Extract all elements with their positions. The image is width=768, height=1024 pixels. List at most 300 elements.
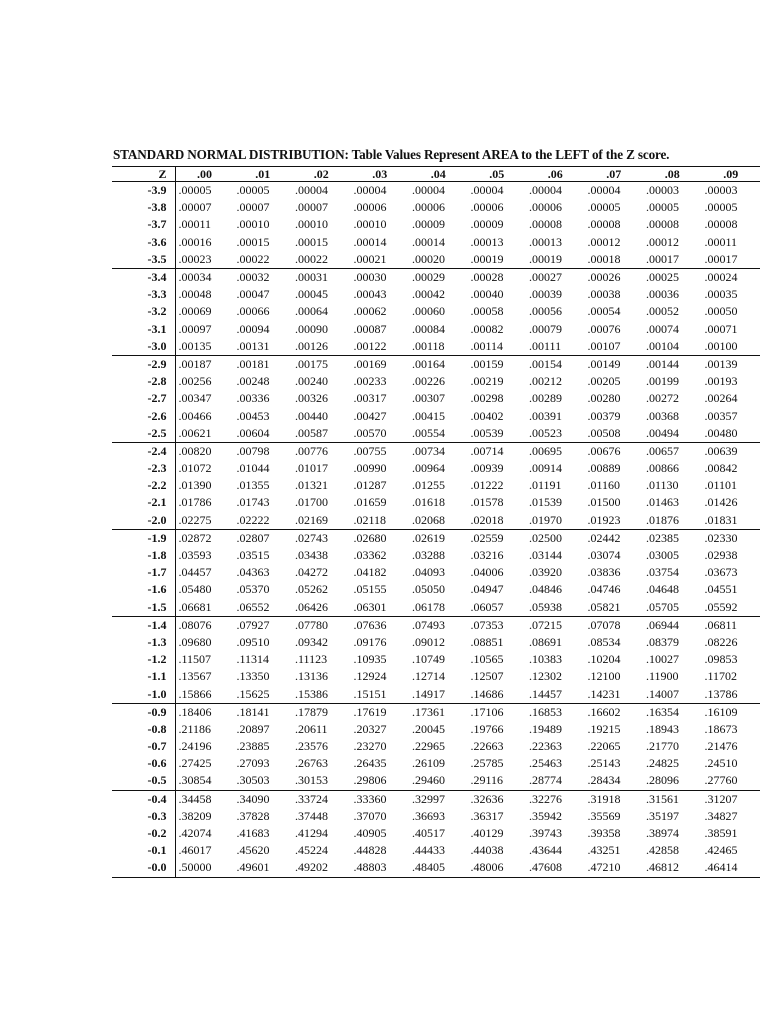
probability-cell: .20327	[353, 721, 387, 736]
probability-cell: .28096	[643, 772, 702, 790]
probability-cell: .00289	[529, 391, 562, 406]
probability-cell: .00866	[646, 461, 679, 476]
probability-cell: .44433	[412, 843, 445, 858]
table-row	[112, 442, 760, 460]
probability-cell: .00272	[646, 391, 679, 406]
probability-cell: .02872	[178, 530, 212, 545]
probability-cell: .01539	[529, 495, 562, 510]
probability-cell: .07780	[295, 617, 328, 632]
table-row	[112, 721, 760, 738]
probability-cell: .07636	[353, 617, 387, 632]
z-value-cell: -0.9	[112, 703, 175, 721]
z-score-table	[112, 166, 760, 878]
z-value-cell: -3.3	[112, 286, 175, 303]
probability-cell: .22065	[587, 739, 621, 754]
probability-cell: .13567	[178, 669, 212, 684]
probability-cell: .46812	[643, 859, 702, 877]
z-value-cell: -1.5	[112, 599, 175, 617]
probability-cell: .00256	[178, 374, 212, 389]
z-value-cell: -0.4	[112, 790, 175, 808]
table-row	[112, 808, 760, 825]
table-row	[112, 234, 760, 251]
z-value-cell: -1.9	[112, 529, 175, 547]
probability-cell: .49601	[234, 859, 293, 877]
probability-cell: .17106	[470, 704, 504, 719]
probability-cell: .20045	[412, 721, 445, 736]
probability-cell: .00357	[704, 408, 738, 423]
z-value-cell: -3.8	[112, 199, 175, 216]
column-header: .03	[351, 167, 410, 182]
probability-cell: .22363	[529, 739, 562, 754]
probability-cell: .02018	[468, 512, 527, 530]
probability-cell: .08379	[646, 634, 679, 649]
probability-cell: .00107	[585, 338, 644, 356]
probability-cell: .15151	[351, 685, 410, 703]
probability-cell: .00175	[295, 356, 328, 371]
z-value-cell: -0.0	[112, 859, 175, 877]
table-row	[112, 859, 760, 877]
column-header: .08	[643, 167, 702, 182]
probability-cell: .00013	[529, 234, 562, 249]
probability-cell: .00056	[529, 304, 562, 319]
probability-cell: .00008	[704, 217, 738, 232]
column-header: .02	[292, 167, 351, 182]
z-value-cell: -2.0	[112, 512, 175, 530]
probability-cell: .04746	[587, 582, 621, 597]
probability-cell: .10027	[646, 652, 679, 667]
z-value-cell: -2.7	[112, 390, 175, 407]
probability-cell: .44038	[470, 843, 504, 858]
probability-cell: .17361	[412, 704, 445, 719]
probability-cell: .06178	[409, 599, 468, 617]
probability-cell: .19489	[529, 721, 562, 736]
probability-cell: .00090	[295, 321, 328, 336]
probability-cell: .14231	[585, 685, 644, 703]
table-row	[112, 738, 760, 755]
probability-cell: .00004	[412, 183, 445, 198]
probability-cell: .00048	[178, 287, 212, 302]
probability-cell: .30854	[175, 772, 234, 790]
probability-cell: .26763	[295, 756, 328, 771]
probability-cell: .24825	[646, 756, 679, 771]
probability-cell: .00009	[470, 217, 504, 232]
probability-cell: .38591	[704, 826, 738, 841]
probability-cell: .13786	[702, 685, 761, 703]
probability-cell: .02743	[295, 530, 328, 545]
probability-cell: .02330	[704, 530, 738, 545]
probability-cell: .42858	[646, 843, 679, 858]
probability-cell: .36693	[412, 808, 445, 823]
probability-cell: .00539	[468, 425, 527, 443]
probability-cell: .00889	[587, 461, 621, 476]
probability-cell: .34090	[236, 791, 270, 806]
probability-cell: .01160	[587, 478, 621, 493]
probability-cell: .00004	[353, 183, 387, 198]
probability-cell: .22663	[470, 739, 504, 754]
probability-cell: .00154	[529, 356, 562, 371]
probability-cell: .19766	[470, 721, 504, 736]
z-value-cell: -0.2	[112, 825, 175, 842]
probability-cell: .05050	[412, 582, 445, 597]
probability-cell: .47210	[585, 859, 644, 877]
probability-cell: .07215	[529, 617, 562, 632]
z-value-cell: -3.1	[112, 321, 175, 338]
z-value-cell: -3.5	[112, 251, 175, 269]
probability-cell: .24196	[178, 739, 212, 754]
probability-cell: .00453	[236, 408, 270, 423]
column-header: .09	[702, 167, 761, 182]
probability-cell: .00024	[704, 270, 738, 285]
probability-cell: .04947	[470, 582, 504, 597]
probability-cell: .00066	[236, 304, 270, 319]
probability-cell: .00034	[178, 270, 212, 285]
probability-cell: .00027	[529, 270, 562, 285]
table-row	[112, 373, 760, 390]
probability-cell: .01700	[295, 495, 328, 510]
probability-cell: .00008	[529, 217, 562, 232]
probability-cell: .00014	[412, 234, 445, 249]
z-value-cell: -2.1	[112, 494, 175, 511]
probability-cell: .01578	[470, 495, 504, 510]
table-row	[112, 303, 760, 320]
probability-cell: .48405	[409, 859, 468, 877]
z-value-cell: -0.7	[112, 738, 175, 755]
table-row	[112, 825, 760, 842]
probability-cell: .00734	[412, 443, 445, 458]
table-row	[112, 703, 760, 721]
probability-cell: .11507	[178, 652, 212, 667]
probability-cell: .31561	[646, 791, 679, 806]
probability-cell: .00030	[353, 270, 387, 285]
probability-cell: .00480	[702, 425, 761, 443]
probability-cell: .06057	[468, 599, 527, 617]
probability-cell: .13136	[295, 669, 328, 684]
probability-cell: .02938	[704, 548, 738, 563]
z-value-cell: -1.0	[112, 685, 175, 703]
z-value-cell: -0.3	[112, 808, 175, 825]
probability-cell: .44828	[353, 843, 387, 858]
probability-cell: .00317	[353, 391, 387, 406]
probability-cell: .00031	[295, 270, 328, 285]
z-value-cell: -1.7	[112, 564, 175, 581]
probability-cell: .15625	[234, 685, 293, 703]
probability-cell: .23270	[353, 739, 387, 754]
probability-cell: .26109	[412, 756, 445, 771]
z-value-cell: -2.5	[112, 425, 175, 443]
probability-cell: .00005	[646, 200, 679, 215]
probability-cell: .00181	[236, 356, 270, 371]
probability-cell: .08691	[529, 634, 562, 649]
probability-cell: .09680	[178, 634, 212, 649]
probability-cell: .25143	[587, 756, 621, 771]
probability-cell: .06301	[351, 599, 410, 617]
probability-cell: .00032	[236, 270, 270, 285]
probability-cell: .00016	[178, 234, 212, 249]
probability-cell: .03288	[412, 548, 445, 563]
probability-cell: .00012	[646, 234, 679, 249]
probability-cell: .10749	[412, 652, 445, 667]
probability-cell: .05155	[353, 582, 387, 597]
probability-cell: .01426	[704, 495, 738, 510]
table-row	[112, 616, 760, 634]
probability-cell: .00402	[470, 408, 504, 423]
probability-cell: .08226	[704, 634, 738, 649]
table-row	[112, 425, 760, 443]
probability-cell: .01743	[236, 495, 270, 510]
probability-cell: .04363	[236, 565, 270, 580]
probability-cell: .00050	[704, 304, 738, 319]
probability-cell: .45224	[295, 843, 328, 858]
probability-cell: .34827	[704, 808, 738, 823]
probability-cell: .02500	[529, 530, 562, 545]
probability-cell: .41294	[295, 826, 328, 841]
probability-cell: .00126	[292, 338, 351, 356]
probability-cell: .00009	[412, 217, 445, 232]
probability-cell: .02680	[353, 530, 387, 545]
probability-cell: .01390	[178, 478, 212, 493]
probability-cell: .00010	[295, 217, 328, 232]
probability-cell: .00347	[178, 391, 212, 406]
probability-cell: .00233	[353, 374, 387, 389]
probability-cell: .04093	[412, 565, 445, 580]
probability-cell: .32636	[470, 791, 504, 806]
probability-cell: .03144	[529, 548, 562, 563]
probability-cell: .14686	[468, 685, 527, 703]
probability-cell: .16602	[587, 704, 621, 719]
probability-cell: .02807	[236, 530, 270, 545]
table-row	[112, 547, 760, 564]
probability-cell: .00060	[412, 304, 445, 319]
probability-cell: .00076	[587, 321, 621, 336]
probability-cell: .28774	[526, 772, 585, 790]
probability-cell: .20611	[295, 721, 328, 736]
probability-cell: .00006	[529, 200, 562, 215]
probability-cell: .00639	[704, 443, 738, 458]
probability-cell: .00021	[351, 251, 410, 269]
probability-cell: .04006	[470, 565, 504, 580]
probability-cell: .00104	[643, 338, 702, 356]
probability-cell: .00508	[585, 425, 644, 443]
probability-cell: .00657	[646, 443, 679, 458]
probability-cell: .09176	[353, 634, 387, 649]
probability-cell: .00368	[646, 408, 679, 423]
probability-cell: .06552	[234, 599, 293, 617]
probability-cell: .00011	[178, 217, 212, 232]
z-value-cell: -3.9	[112, 182, 175, 200]
probability-cell: .02619	[412, 530, 445, 545]
probability-cell: .40517	[412, 826, 445, 841]
probability-cell: .00062	[353, 304, 387, 319]
probability-cell: .35569	[587, 808, 621, 823]
probability-cell: .01072	[178, 461, 212, 476]
probability-cell: .00079	[529, 321, 562, 336]
probability-cell: .02118	[351, 512, 410, 530]
probability-cell: .10204	[587, 652, 621, 667]
probability-cell: .27760	[702, 772, 761, 790]
probability-cell: .00164	[412, 356, 445, 371]
probability-cell: .27425	[178, 756, 212, 771]
probability-cell: .03438	[295, 548, 328, 563]
probability-cell: .00004	[529, 183, 562, 198]
probability-cell: .05480	[178, 582, 212, 597]
probability-cell: .30503	[234, 772, 293, 790]
probability-cell: .01101	[704, 478, 738, 493]
probability-cell: .00798	[236, 443, 270, 458]
probability-cell: .00015	[295, 234, 328, 249]
probability-cell: .37070	[353, 808, 387, 823]
probability-cell: .00379	[587, 408, 621, 423]
probability-cell: .33724	[295, 791, 328, 806]
probability-cell: .09342	[295, 634, 328, 649]
probability-cell: .03754	[646, 565, 679, 580]
probability-cell: .07927	[236, 617, 270, 632]
probability-cell: .01321	[295, 478, 328, 493]
probability-cell: .24510	[704, 756, 738, 771]
table-row	[112, 599, 760, 617]
probability-cell: .21186	[178, 721, 212, 736]
probability-cell: .00554	[409, 425, 468, 443]
table-row	[112, 321, 760, 338]
column-header: .01	[234, 167, 293, 182]
probability-cell: .11123	[295, 652, 328, 667]
z-value-cell: -2.4	[112, 442, 175, 460]
probability-cell: .00064	[295, 304, 328, 319]
probability-cell: .00007	[178, 200, 212, 215]
probability-cell: .01355	[236, 478, 270, 493]
probability-cell: .04648	[646, 582, 679, 597]
z-value-cell: -3.4	[112, 268, 175, 286]
probability-cell: .00523	[526, 425, 585, 443]
probability-cell: .03216	[470, 548, 504, 563]
probability-cell: .00820	[178, 443, 212, 458]
probability-cell: .43251	[587, 843, 621, 858]
z-value-cell: -2.9	[112, 355, 175, 373]
probability-cell: .00005	[704, 200, 738, 215]
probability-cell: .01786	[178, 495, 212, 510]
table-title: STANDARD NORMAL DISTRIBUTION: Table Values Represent AREA to the LEFT of the Z score.	[113, 147, 670, 162]
probability-cell: .29460	[409, 772, 468, 790]
probability-cell: .41683	[236, 826, 270, 841]
probability-cell: .21770	[646, 739, 679, 754]
probability-cell: .16354	[646, 704, 679, 719]
probability-cell: .48803	[351, 859, 410, 877]
probability-cell: .37828	[236, 808, 270, 823]
probability-cell: .00149	[587, 356, 621, 371]
probability-cell: .00007	[295, 200, 328, 215]
probability-cell: .00939	[470, 461, 504, 476]
probability-cell: .00054	[587, 304, 621, 319]
probability-cell: .13350	[236, 669, 270, 684]
probability-cell: .15386	[292, 685, 351, 703]
probability-cell: .10565	[470, 652, 504, 667]
probability-cell: .32997	[412, 791, 445, 806]
probability-cell: .00714	[470, 443, 504, 458]
probability-cell: .00043	[353, 287, 387, 302]
table-row	[112, 338, 760, 356]
probability-cell: .42465	[704, 843, 738, 858]
probability-cell: .00100	[702, 338, 761, 356]
z-value-cell: -0.8	[112, 721, 175, 738]
probability-cell: .12507	[470, 669, 504, 684]
probability-cell: .01923	[585, 512, 644, 530]
probability-cell: .00074	[646, 321, 679, 336]
probability-cell: .00842	[704, 461, 738, 476]
probability-cell: .03836	[587, 565, 621, 580]
probability-cell: .02442	[587, 530, 621, 545]
probability-cell: .12302	[529, 669, 562, 684]
table-row	[112, 512, 760, 530]
table-row	[112, 772, 760, 790]
probability-cell: .31207	[704, 791, 738, 806]
probability-cell: .14457	[526, 685, 585, 703]
probability-cell: .06944	[646, 617, 679, 632]
probability-cell: .00587	[292, 425, 351, 443]
probability-cell: .00003	[704, 183, 738, 198]
probability-cell: .22965	[412, 739, 445, 754]
probability-cell: .00298	[470, 391, 504, 406]
probability-cell: .40129	[470, 826, 504, 841]
probability-cell: .01287	[353, 478, 387, 493]
probability-cell: .14007	[643, 685, 702, 703]
z-value-cell: -3.0	[112, 338, 175, 356]
probability-cell: .00019	[526, 251, 585, 269]
probability-cell: .48006	[468, 859, 527, 877]
probability-cell: .01255	[412, 478, 445, 493]
table-row	[112, 842, 760, 859]
table-row	[112, 286, 760, 303]
probability-cell: .32276	[529, 791, 562, 806]
probability-cell: .03593	[178, 548, 212, 563]
probability-cell: .00280	[587, 391, 621, 406]
probability-cell: .00005	[178, 183, 212, 198]
probability-cell: .00028	[470, 270, 504, 285]
table-row	[112, 477, 760, 494]
probability-cell: .05705	[643, 599, 702, 617]
probability-cell: .00187	[178, 356, 212, 371]
table-row	[112, 494, 760, 511]
probability-cell: .00004	[587, 183, 621, 198]
probability-cell: .00007	[236, 200, 270, 215]
column-header: .06	[526, 167, 585, 182]
probability-cell: .00017	[643, 251, 702, 269]
probability-cell: .00114	[468, 338, 527, 356]
table-row	[112, 407, 760, 424]
probability-cell: .04551	[704, 582, 738, 597]
probability-cell: .05592	[702, 599, 761, 617]
table-row	[112, 581, 760, 598]
probability-cell: .00020	[409, 251, 468, 269]
probability-cell: .02222	[234, 512, 293, 530]
probability-cell: .03673	[704, 565, 738, 580]
probability-cell: .17879	[295, 704, 328, 719]
z-value-cell: -1.1	[112, 668, 175, 685]
probability-cell: .30153	[292, 772, 351, 790]
probability-cell: .02169	[292, 512, 351, 530]
probability-cell: .00169	[353, 356, 387, 371]
probability-cell: .00199	[646, 374, 679, 389]
probability-cell: .36317	[470, 808, 504, 823]
z-value-cell: -3.2	[112, 303, 175, 320]
probability-cell: .02559	[470, 530, 504, 545]
probability-cell: .16853	[529, 704, 562, 719]
probability-cell: .00006	[353, 200, 387, 215]
z-value-cell: -1.8	[112, 547, 175, 564]
probability-cell: .00336	[236, 391, 270, 406]
probability-cell: .00570	[351, 425, 410, 443]
probability-cell: .00012	[587, 234, 621, 249]
probability-cell: .00964	[412, 461, 445, 476]
probability-cell: .00017	[702, 251, 761, 269]
